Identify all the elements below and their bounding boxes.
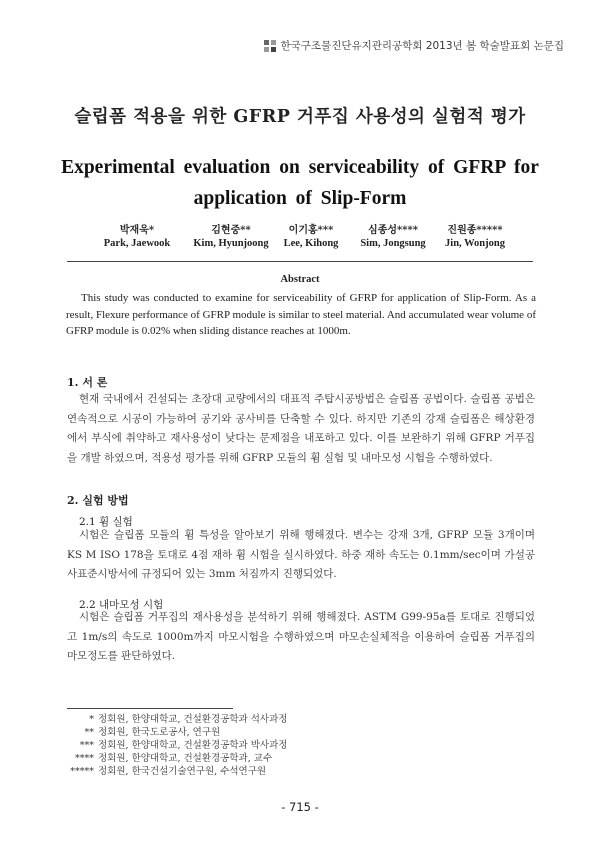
footnote: *** 정회원, 한양대학교, 건설환경공학과 박사과정 <box>79 740 288 751</box>
section-2-1-body <box>67 526 535 585</box>
abstract-body <box>66 290 536 340</box>
footnote-rule <box>67 708 233 709</box>
abstract-heading: Abstract <box>280 274 320 285</box>
section-1-text: 현재 국내에서 건설되는 초장대 교량에서의 대표적 주탑시공방법은 슬립폼 공법이다. 슬립폼 공법은 연속적으로 시공이 가능하여 공기와 공사비를 단축할 수 있다. 하지만 기존의 강재 슬립폼은 해상환경에서 부식에 취약하고 재사용성이 낮다는 문제점을 내포하고 있다. 이를 보완하기 위해 GFRP 거푸집을 개발 하였으며, 적용성 평가를 위해 GFRP 모듈의 휨 실험 및 내마모성 시험을 수행하였다. <box>67 393 535 464</box>
author-name-en: Sim, Jongsung <box>360 238 426 249</box>
author-name-kr: 김현중** <box>211 225 251 236</box>
footnote: ***** 정회원, 한국건설기술연구원, 수석연구원 <box>70 766 267 777</box>
korean-title: 슬립폼 적용을 위한 GFRP 거푸집 사용성의 실험적 평가 <box>74 107 526 127</box>
abstract-text: This study was conducted to examine for serviceability of GFRP for application of Slip-Form. As a result, Flexure performance of GFRP module is similar to steel material. And accumulated wear volume of GFRP module is 0.02% when sliding distance reaches at 1000m. <box>66 292 536 337</box>
section-1-heading: 1. 서 론 <box>67 376 108 389</box>
author-name-kr: 이기홍*** <box>288 225 334 236</box>
footnote: **** 정회원, 한양대학교, 건설환경공학과, 교수 <box>75 753 273 764</box>
footnote: ** 정회원, 한국도로공사, 연구원 <box>84 727 221 738</box>
journal-header-text: 한국구조물진단유지관리공학회 2013년 봄 학술발표회 논문집 <box>280 40 564 52</box>
author-name-kr: 진원종***** <box>447 225 503 236</box>
section-2-2-body <box>67 608 535 667</box>
author <box>420 221 530 249</box>
section-1-body <box>67 390 535 468</box>
section-2-2-heading: 2.2 내마모성 시험 <box>79 599 164 611</box>
section-2-1-text: 시험은 슬립폼 모듈의 휨 특성을 알아보기 위해 행해졌다. 변수는 강재 3개, GFRP 모듈 3개이며 KS M ISO 178을 토대로 4점 재하 휨 시험을 실시하였다. 하중 재하 속도는 0.1mm/sec이며 가설공사표준시방서에 규정되어 있는 3mm 처짐까지 진행되었다. <box>67 529 535 580</box>
author-name-en: Jin, Wonjong <box>445 238 505 249</box>
english-title: Experimental evaluation on serviceability of GFRP for application of Slip-Form <box>61 157 539 209</box>
author-name-en: Park, Jaewook <box>103 238 171 249</box>
section-2-heading: 2. 실험 방법 <box>67 494 129 507</box>
journal-logo-icon <box>264 40 276 52</box>
section-2-2-text: 시험은 슬립폼 거푸집의 재사용성을 분석하기 위해 행해졌다. ASTM G99-95a를 토대로 진행되었고 1m/s의 속도로 1000m까지 마모시험을 수행하였으며 마모손실체적을 이용하여 슬립폼 거푸집의 마모정도를 판단하였다. <box>67 611 535 662</box>
page-number: - 715 - <box>281 800 319 814</box>
title-divider <box>67 261 533 262</box>
journal-header <box>264 38 564 53</box>
section-2-1-heading: 2.1 휨 실험 <box>79 516 133 528</box>
author-name-kr: 박재욱* <box>119 225 155 236</box>
author-name-kr: 심종성**** <box>368 225 418 236</box>
author-name-en: Lee, Kihong <box>283 238 339 249</box>
footnote: * 정회원, 한양대학교, 건설환경공학과 석사과정 <box>89 714 288 725</box>
author-name-en: Kim, Hyunjoong <box>193 238 269 249</box>
footnotes <box>64 713 287 778</box>
